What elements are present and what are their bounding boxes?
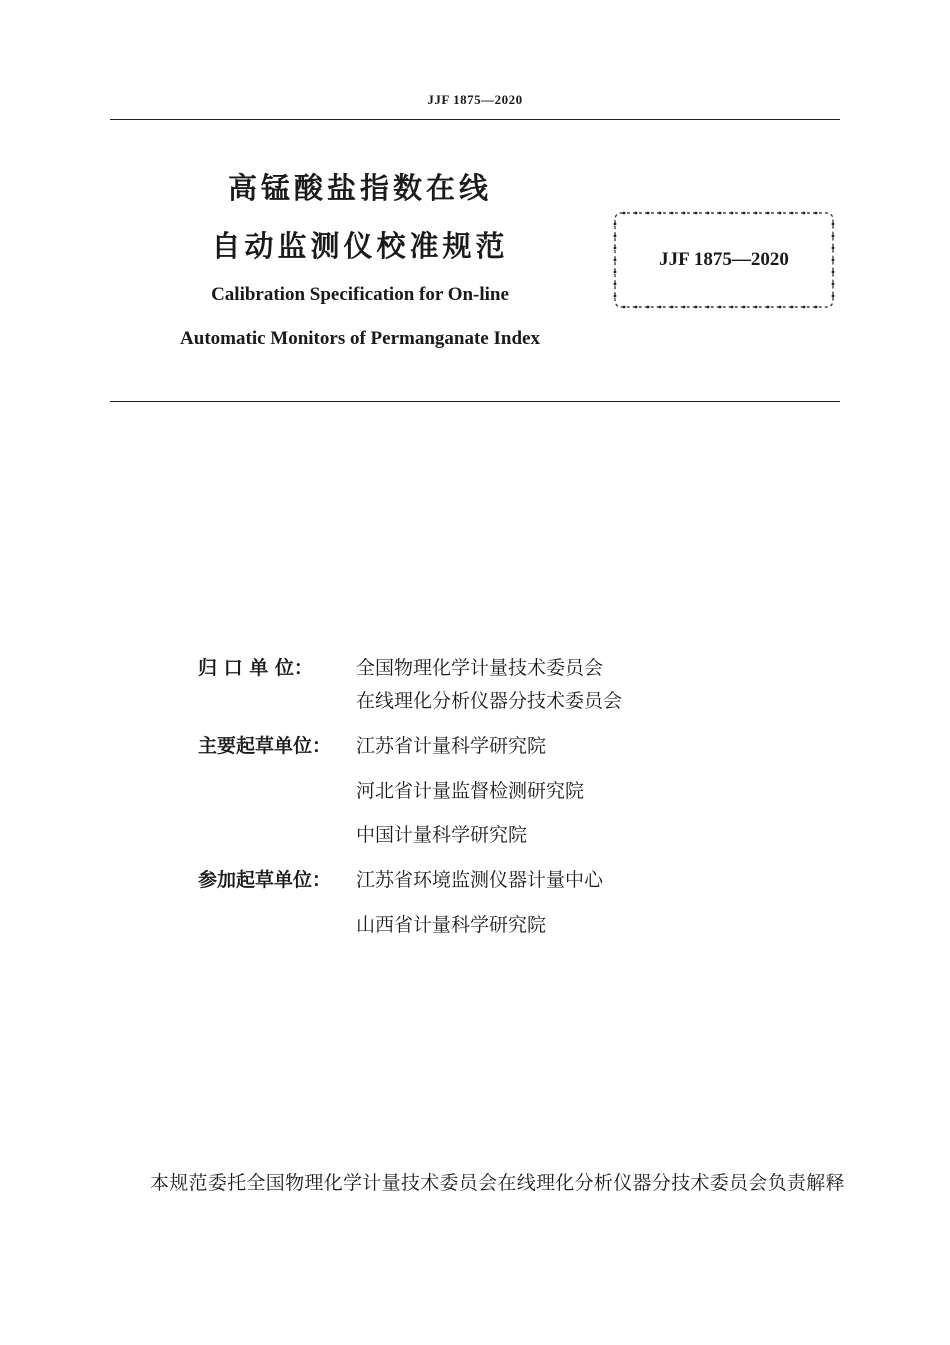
main-drafting-unit-1: 江苏省计量科学研究院 (356, 735, 547, 757)
responsible-unit-1: 全国物理化学计量技术委员会 (356, 657, 604, 679)
main-drafting-unit-3: 中国计量科学研究院 (356, 824, 528, 846)
header-standard-code: JJF 1875—2020 (427, 92, 523, 107)
title-chinese-line-1: 高锰酸盐指数在线 (227, 171, 492, 205)
participating-unit-1: 江苏省环境监测仪器计量中心 (356, 869, 604, 891)
bottom-divider (110, 401, 840, 402)
responsible-unit-2: 在线理化分析仪器分技术委员会 (356, 690, 623, 712)
participating-unit-2: 山西省计量科学研究院 (356, 914, 547, 936)
interpretation-note: 本规范委托全国物理化学计量技术委员会在线理化分析仪器分技术委员会负责解释 (150, 1172, 845, 1194)
top-divider (110, 119, 840, 120)
main-drafting-unit-2: 河北省计量监督检测研究院 (356, 780, 585, 802)
title-chinese-line-2: 自动监测仪校准规范 (211, 229, 509, 263)
participating-unit-label: 参加起草单位： (198, 869, 332, 891)
main-drafting-unit-label: 主要起草单位： (198, 735, 332, 757)
standard-code-box-text: JJF 1875—2020 (659, 249, 789, 270)
title-english-line-1: Calibration Specification for On-line (211, 284, 509, 305)
standard-code-box (612, 210, 836, 310)
responsible-unit-label: 归 口 单 位： (198, 657, 313, 679)
title-english-line-2: Automatic Monitors of Permanganate Index (180, 328, 540, 349)
